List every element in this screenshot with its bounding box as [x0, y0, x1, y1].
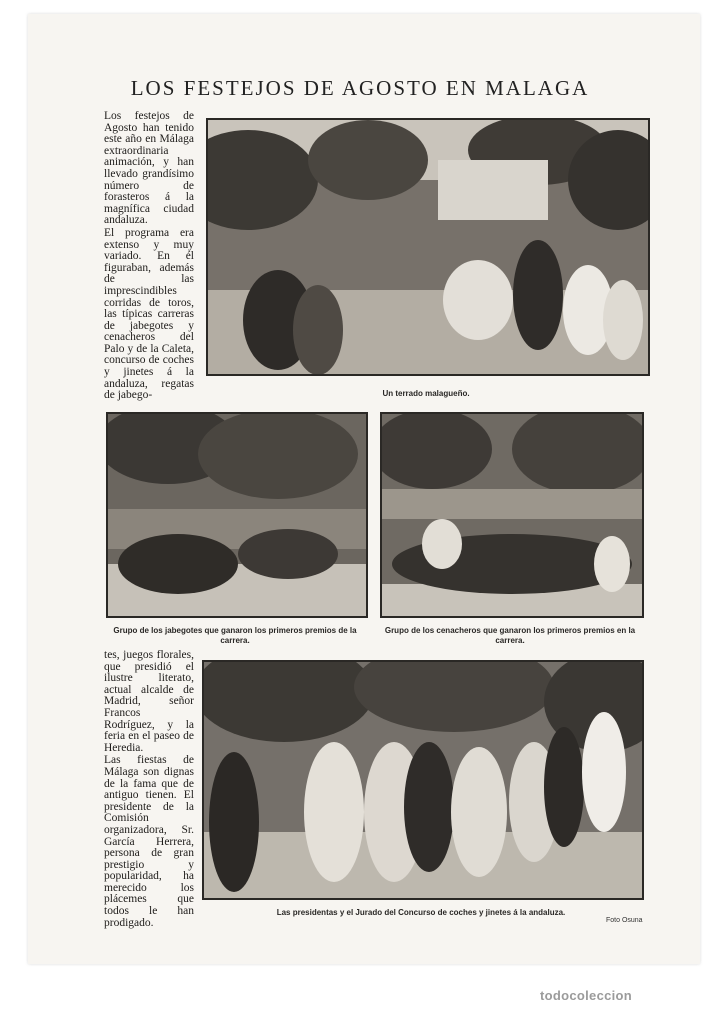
- photo-cenacheros: [380, 412, 644, 618]
- photo-jabegotes-image: [108, 414, 366, 616]
- caption-middle-left: Grupo de los jabegotes que ganaron los primeros premios de la carrera.: [113, 626, 357, 645]
- photo-cenacheros-image: [382, 414, 642, 616]
- caption-bottom: Las presidentas y el Jurado del Concurso de coches y jinetes á la andaluza.: [276, 908, 566, 917]
- photo-presidentas: [202, 660, 644, 900]
- photo-presidentas-image: [204, 662, 642, 898]
- photo-jabegotes: [106, 412, 368, 618]
- watermark-text: todocoleccion: [540, 988, 633, 1003]
- paragraph: El programa era extenso y muy variado. En él figuraban, además de las imprescindibles corridas de toros, las típicas carreras de jabegotes y cenacheros del Palo y de la Caleta, concurso de coches y jinetes á la andaluza, regatas de jabego-: [104, 226, 194, 402]
- caption-middle-right: Grupo de los cenacheros que ganaron los primeros premios en la carrera.: [384, 626, 636, 645]
- photo-credit: Foto Osuna: [606, 917, 643, 924]
- paragraph: Los festejos de Agosto han tenido este año en Málaga extraordinaria animación, y han llevado grandísimo número de forasteros á la magnífica ciudad andaluza.: [104, 110, 194, 227]
- paragraph: Las fiestas de Málaga son dignas de la fama que de antiguo tienen. El presidente de la Comisión organizadora, Sr. García Herrera, persona de gran prestigio y popularidad, ha merecido los plácemes que todos le han prodigado.: [104, 754, 194, 929]
- article-title: LOS FESTEJOS DE AGOSTO EN MALAGA: [130, 76, 590, 100]
- article-column-2: [104, 650, 194, 930]
- photo-terrace: [206, 118, 650, 376]
- article-column-1: [104, 111, 194, 403]
- paragraph: tes, juegos florales, que presidió el ilustre literato, actual alcalde de Madrid, señor Francos Rodríguez, y la feria en el paseo de Heredia.: [104, 649, 194, 754]
- caption-top: Un terrado malagueño.: [382, 389, 470, 398]
- photo-terrace-image: [208, 120, 648, 374]
